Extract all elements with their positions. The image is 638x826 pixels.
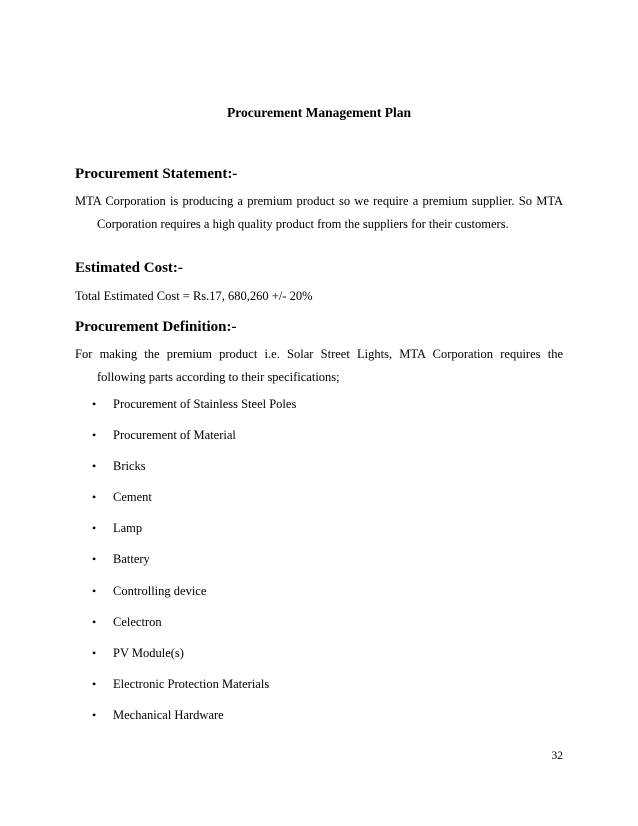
list-item-label: Celectron xyxy=(113,614,162,629)
list-item xyxy=(92,642,296,673)
list-item xyxy=(92,486,296,517)
list-item xyxy=(92,517,296,548)
list-item-label: Controlling device xyxy=(113,583,207,598)
bullet-icon: • xyxy=(92,428,97,443)
procurement-statement-heading: Procurement Statement:- xyxy=(75,166,238,182)
list-item xyxy=(92,580,296,611)
bullet-icon: • xyxy=(92,583,97,598)
estimated-cost-heading: Estimated Cost:- xyxy=(75,260,183,276)
list-item-label: PV Module(s) xyxy=(113,645,184,660)
list-item xyxy=(92,673,296,704)
list-item xyxy=(92,424,296,455)
bullet-icon: • xyxy=(92,490,97,505)
list-item-label: Battery xyxy=(113,552,150,567)
bullet-icon: • xyxy=(92,614,97,629)
procurement-definition-text: For making the premium product i.e. Solar Street Lights, MTA Corporation requires the following parts according to their specifications; xyxy=(75,347,563,384)
list-item-label: Procurement of Stainless Steel Poles xyxy=(113,397,297,411)
page-number: 32 xyxy=(551,750,563,762)
page-title: Procurement Management Plan xyxy=(227,105,411,120)
list-item-label: Lamp xyxy=(113,521,143,536)
list-item-label: Cement xyxy=(113,490,152,505)
list-item xyxy=(92,704,296,735)
bullet-icon: • xyxy=(92,552,97,567)
list-item-label: Procurement of Material xyxy=(113,428,236,443)
procurement-statement-text: MTA Corporation is producing a premium product so we require a premium supplier. So MTA Corporation requires a high quality product from the suppliers for their customers. xyxy=(75,194,563,231)
list-item xyxy=(92,455,296,486)
bullet-icon: • xyxy=(92,645,97,660)
list-item xyxy=(92,393,296,424)
bullet-icon: • xyxy=(92,459,97,474)
list-item-label: Bricks xyxy=(113,459,146,474)
list-item xyxy=(92,548,296,579)
bullet-icon: • xyxy=(92,707,97,722)
estimated-cost-text: Total Estimated Cost = Rs.17, 680,260 +/- 20% xyxy=(75,289,313,303)
list-item-label: Electronic Protection Materials xyxy=(113,676,270,691)
bullet-icon: • xyxy=(92,676,97,691)
parts-list xyxy=(92,393,296,735)
bullet-icon: • xyxy=(92,521,97,536)
list-item-label: Mechanical Hardware xyxy=(113,707,224,722)
bullet-icon: • xyxy=(92,397,97,411)
procurement-definition-heading: Procurement Definition:- xyxy=(75,319,237,335)
list-item xyxy=(92,611,296,642)
